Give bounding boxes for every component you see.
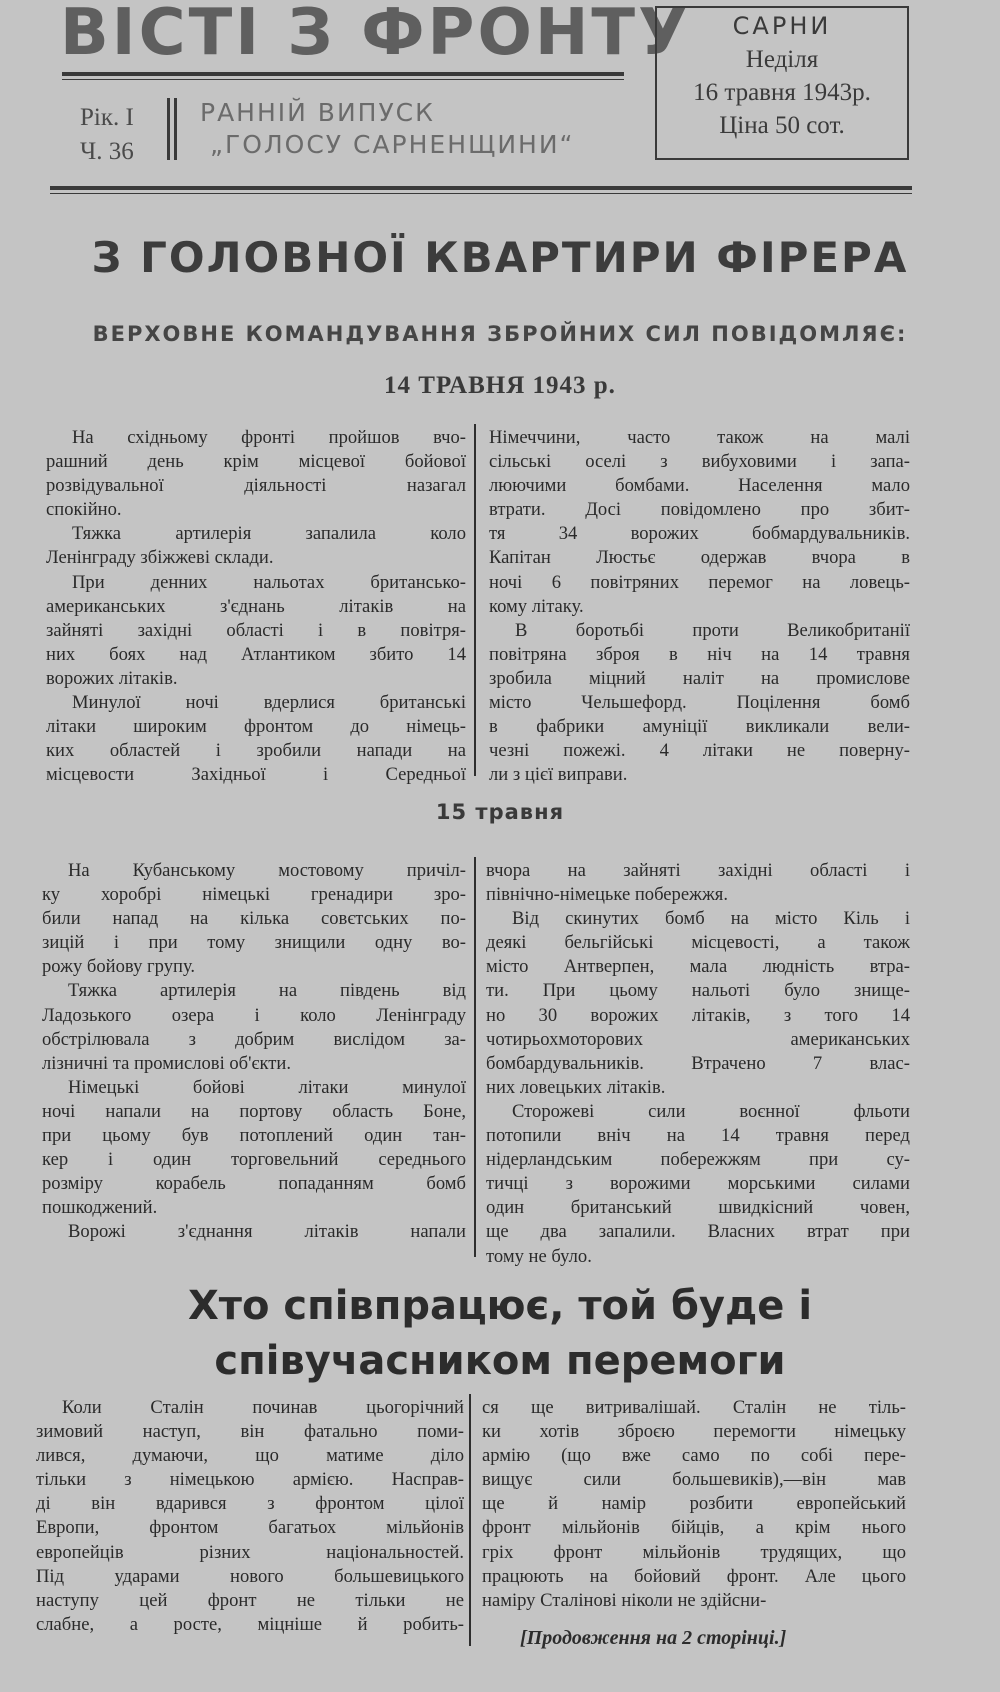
text-line: один британський швидкісний човен,: [486, 1197, 910, 1219]
text-line: втрати. Досі повідомлено про збит-: [489, 499, 910, 521]
text-line: европейців різних національностей.: [36, 1541, 464, 1563]
text-line: нідерландським побережжям при су-: [486, 1149, 910, 1171]
text-line: зицій і при тому знищили одну во-: [42, 932, 466, 954]
text-line: тичці з ворожими морськими силами: [486, 1173, 910, 1195]
article-headline: З ГОЛОВНОЇ КВАРТИРИ ФІРЕРА: [91, 233, 909, 282]
text-line: ких областей і зробили напади на: [46, 740, 466, 762]
text-line: місто Антверпен, мала людність втра-: [486, 956, 910, 978]
text-line: чотирьохмоторових американських: [486, 1028, 910, 1050]
issue-date: 16 травня 1943р.: [693, 79, 871, 106]
text-line: розміру корабель попаданням бомб: [42, 1173, 466, 1195]
text-line: Капітан Люстьє одержав вчора в: [489, 547, 910, 569]
text-line: вищує сили большевиків),—він мав: [482, 1469, 906, 1491]
masthead-rule-top: [62, 72, 624, 76]
text-column-right: [482, 1396, 906, 1613]
text-line: слабне, а росте, міцніше й робить-: [36, 1613, 464, 1635]
text-line: Ладозького озера і коло Ленінграду: [42, 1004, 466, 1026]
article2-headline-line1: Хто співпрацює, той буде і: [187, 1283, 813, 1329]
text-line: пошкоджений.: [42, 1197, 158, 1219]
text-line: Тяжка артилерія на південь від: [68, 980, 466, 1002]
text-line: ки хотів зброєю перемогти німецьку: [482, 1421, 906, 1443]
text-line: Минулої ночі вдерлися британські: [72, 692, 466, 714]
text-line: армію (що вже само по собі пере-: [482, 1445, 906, 1467]
text-line: рашний день крім місцевої бойової: [46, 451, 466, 473]
text-line: Тяжка артилерія запалила коло: [72, 523, 466, 545]
text-line: В боротьбі проти Великобританії: [515, 619, 910, 641]
text-line: Ворожі з'єднання літаків напали: [68, 1221, 466, 1243]
edition-label: РАННІЙ ВИПУСК: [200, 98, 435, 127]
text-line: при цьому був потоплений один тан-: [42, 1125, 466, 1147]
text-line: зайняті західні області і в повітря-: [46, 619, 466, 641]
text-line: чезні пожежі. 4 літаки не поверну-: [489, 740, 910, 762]
text-line: кому літаку.: [489, 595, 584, 617]
text-line: працюють на бойовий фронт. Але цього: [482, 1565, 906, 1587]
article-subheadline: ВЕРХОВНЕ КОМАНДУВАННЯ ЗБРОЙНИХ СИЛ ПОВІДОМЛЯЄ:: [92, 322, 908, 346]
text-column-left: [36, 1396, 464, 1637]
text-line: наступу цей фронт не тільки не: [36, 1589, 464, 1611]
text-line: вчора на зайняті західні області і: [486, 860, 910, 881]
text-line: лізничні та промислові об'єкти.: [42, 1052, 291, 1074]
text-line: Европи, фронтом багатьох мільйонів: [36, 1517, 464, 1539]
masthead-rule-top-thin: [62, 79, 624, 80]
text-line: сільські оселі з вибуховими і запа-: [489, 451, 910, 473]
text-line: наміру Сталінові ніколи не здійсни-: [482, 1589, 767, 1611]
text-line: Німеччини, часто також на малі: [489, 427, 910, 448]
column-rule: [469, 1394, 471, 1646]
text-line: повітряна зброя в ніч на 14 травня: [489, 643, 910, 665]
text-column-left: [46, 426, 466, 787]
text-line: фронт мільйонів бійців, а крім нього: [482, 1517, 906, 1539]
text-column-right: [489, 426, 910, 787]
text-line: лився, думаючи, що матиме діло: [36, 1445, 464, 1467]
text-line: них боях над Атлантиком збито 14: [46, 643, 466, 665]
column-rule: [474, 857, 476, 1257]
text-line: Німецькі бойові літаки минулої: [68, 1076, 466, 1098]
text-line: них ловецьких літаків.: [486, 1076, 666, 1098]
text-column-right: [486, 859, 910, 1269]
text-line: люючими бомбами. Населення мало: [489, 475, 910, 497]
text-line: тя 34 ворожих бобмардувальників.: [489, 523, 910, 545]
text-line: ночі напали на портову область Боне,: [42, 1100, 466, 1122]
issue-number: Ч. 36: [80, 138, 134, 165]
text-line: ворожих літаків.: [46, 667, 178, 689]
text-line: спокійно.: [46, 499, 122, 521]
text-line: місцевости Західньої і Середньої: [46, 764, 466, 786]
text-line: рожу бойову групу.: [42, 956, 196, 978]
newspaper-title: ВІСТІ З ФРОНТУ: [60, 0, 691, 70]
text-line: ку хоробрі німецькі гренадири зро-: [42, 884, 466, 906]
text-line: На Кубанському мостовому причіл-: [68, 860, 466, 881]
text-line: північно-німецьке побережжя.: [486, 884, 728, 906]
text-line: но 30 ворожих літаків, з того 14: [486, 1004, 910, 1026]
text-line: потопили вніч на 14 травня перед: [486, 1125, 910, 1147]
text-line: ді він вдарився з фронтом цілої: [36, 1493, 464, 1515]
section-date-heading: 14 ТРАВНЯ 1943 р.: [384, 372, 616, 399]
place-name: САРНИ: [732, 12, 832, 40]
text-column-left: [42, 859, 466, 1245]
text-line: Коли Сталін починав цьогорічний: [62, 1397, 464, 1418]
text-line: ти. При цьому нальоті було знище-: [486, 980, 910, 1002]
text-line: ще два запалили. Власних втрат при: [486, 1221, 910, 1243]
text-line: бомбардувальників. Втрачено 7 влас-: [486, 1052, 910, 1074]
text-line: Ленінграду збіжжеві склади.: [46, 547, 274, 569]
text-line: ночі 6 повітряних перемог на ловець-: [489, 571, 910, 593]
text-line: ще й намір розбити европейський: [482, 1493, 906, 1515]
text-line: обстрілювала з добрим вислідом за-: [42, 1028, 466, 1050]
text-line: деякі бельгійські місцевості, а також: [486, 932, 910, 954]
continuation-note: [Продовження на 2 сторінці.]: [520, 1627, 787, 1649]
text-line: кер і один торговельний середнього: [42, 1149, 466, 1171]
text-line: били напад на кілька совєтських по-: [42, 908, 466, 930]
text-line: При денних нальотах британсько-: [72, 571, 466, 593]
text-line: американських з'єднань літаків на: [46, 595, 466, 617]
issue-year: Рік. I: [80, 104, 134, 131]
text-line: тому не було.: [486, 1245, 592, 1267]
text-line: тільки з німецькою армією. Насправ-: [36, 1469, 464, 1491]
text-line: розвідувальної діяльності назагал: [46, 475, 466, 497]
edition-source: „ГОЛОСУ САРНЕНЩИНИ“: [210, 130, 575, 159]
text-line: ся ще витривалішай. Сталін не тіль-: [482, 1397, 906, 1418]
text-line: На східньому фронті пройшов вчо-: [72, 427, 466, 448]
column-rule: [474, 424, 476, 776]
text-line: літаки широким фронтом до німець-: [46, 716, 466, 738]
masthead-rule-bottom-thin: [50, 193, 912, 194]
masthead-divider-right: [174, 98, 177, 160]
masthead-divider-left: [167, 98, 170, 160]
text-line: зробила міцний наліт на промислове: [489, 667, 910, 689]
text-line: Від скинутих бомб на місто Кіль і: [512, 908, 910, 930]
text-line: Сторожеві сили воєнної фльоти: [512, 1100, 910, 1122]
text-line: місто Чельшефорд. Поцілення бомб: [489, 692, 910, 714]
section-date-heading: 15 травня: [435, 800, 565, 824]
text-line: Під ударами нового большевицького: [36, 1565, 464, 1587]
article2-headline-line2: співучасником перемоги: [214, 1338, 786, 1384]
masthead-rule-bottom: [50, 186, 912, 190]
text-line: зимовий наступ, він фатально поми-: [36, 1421, 464, 1443]
issue-info-box: [655, 6, 909, 160]
text-line: в фабрики амуніції викликали вели-: [489, 716, 910, 738]
weekday: Неділя: [745, 46, 819, 73]
text-line: ли з цієї виправи.: [489, 764, 628, 786]
price: Ціна 50 сот.: [719, 112, 845, 139]
text-line: гріх фронт мільйонів трудящих, що: [482, 1541, 906, 1563]
